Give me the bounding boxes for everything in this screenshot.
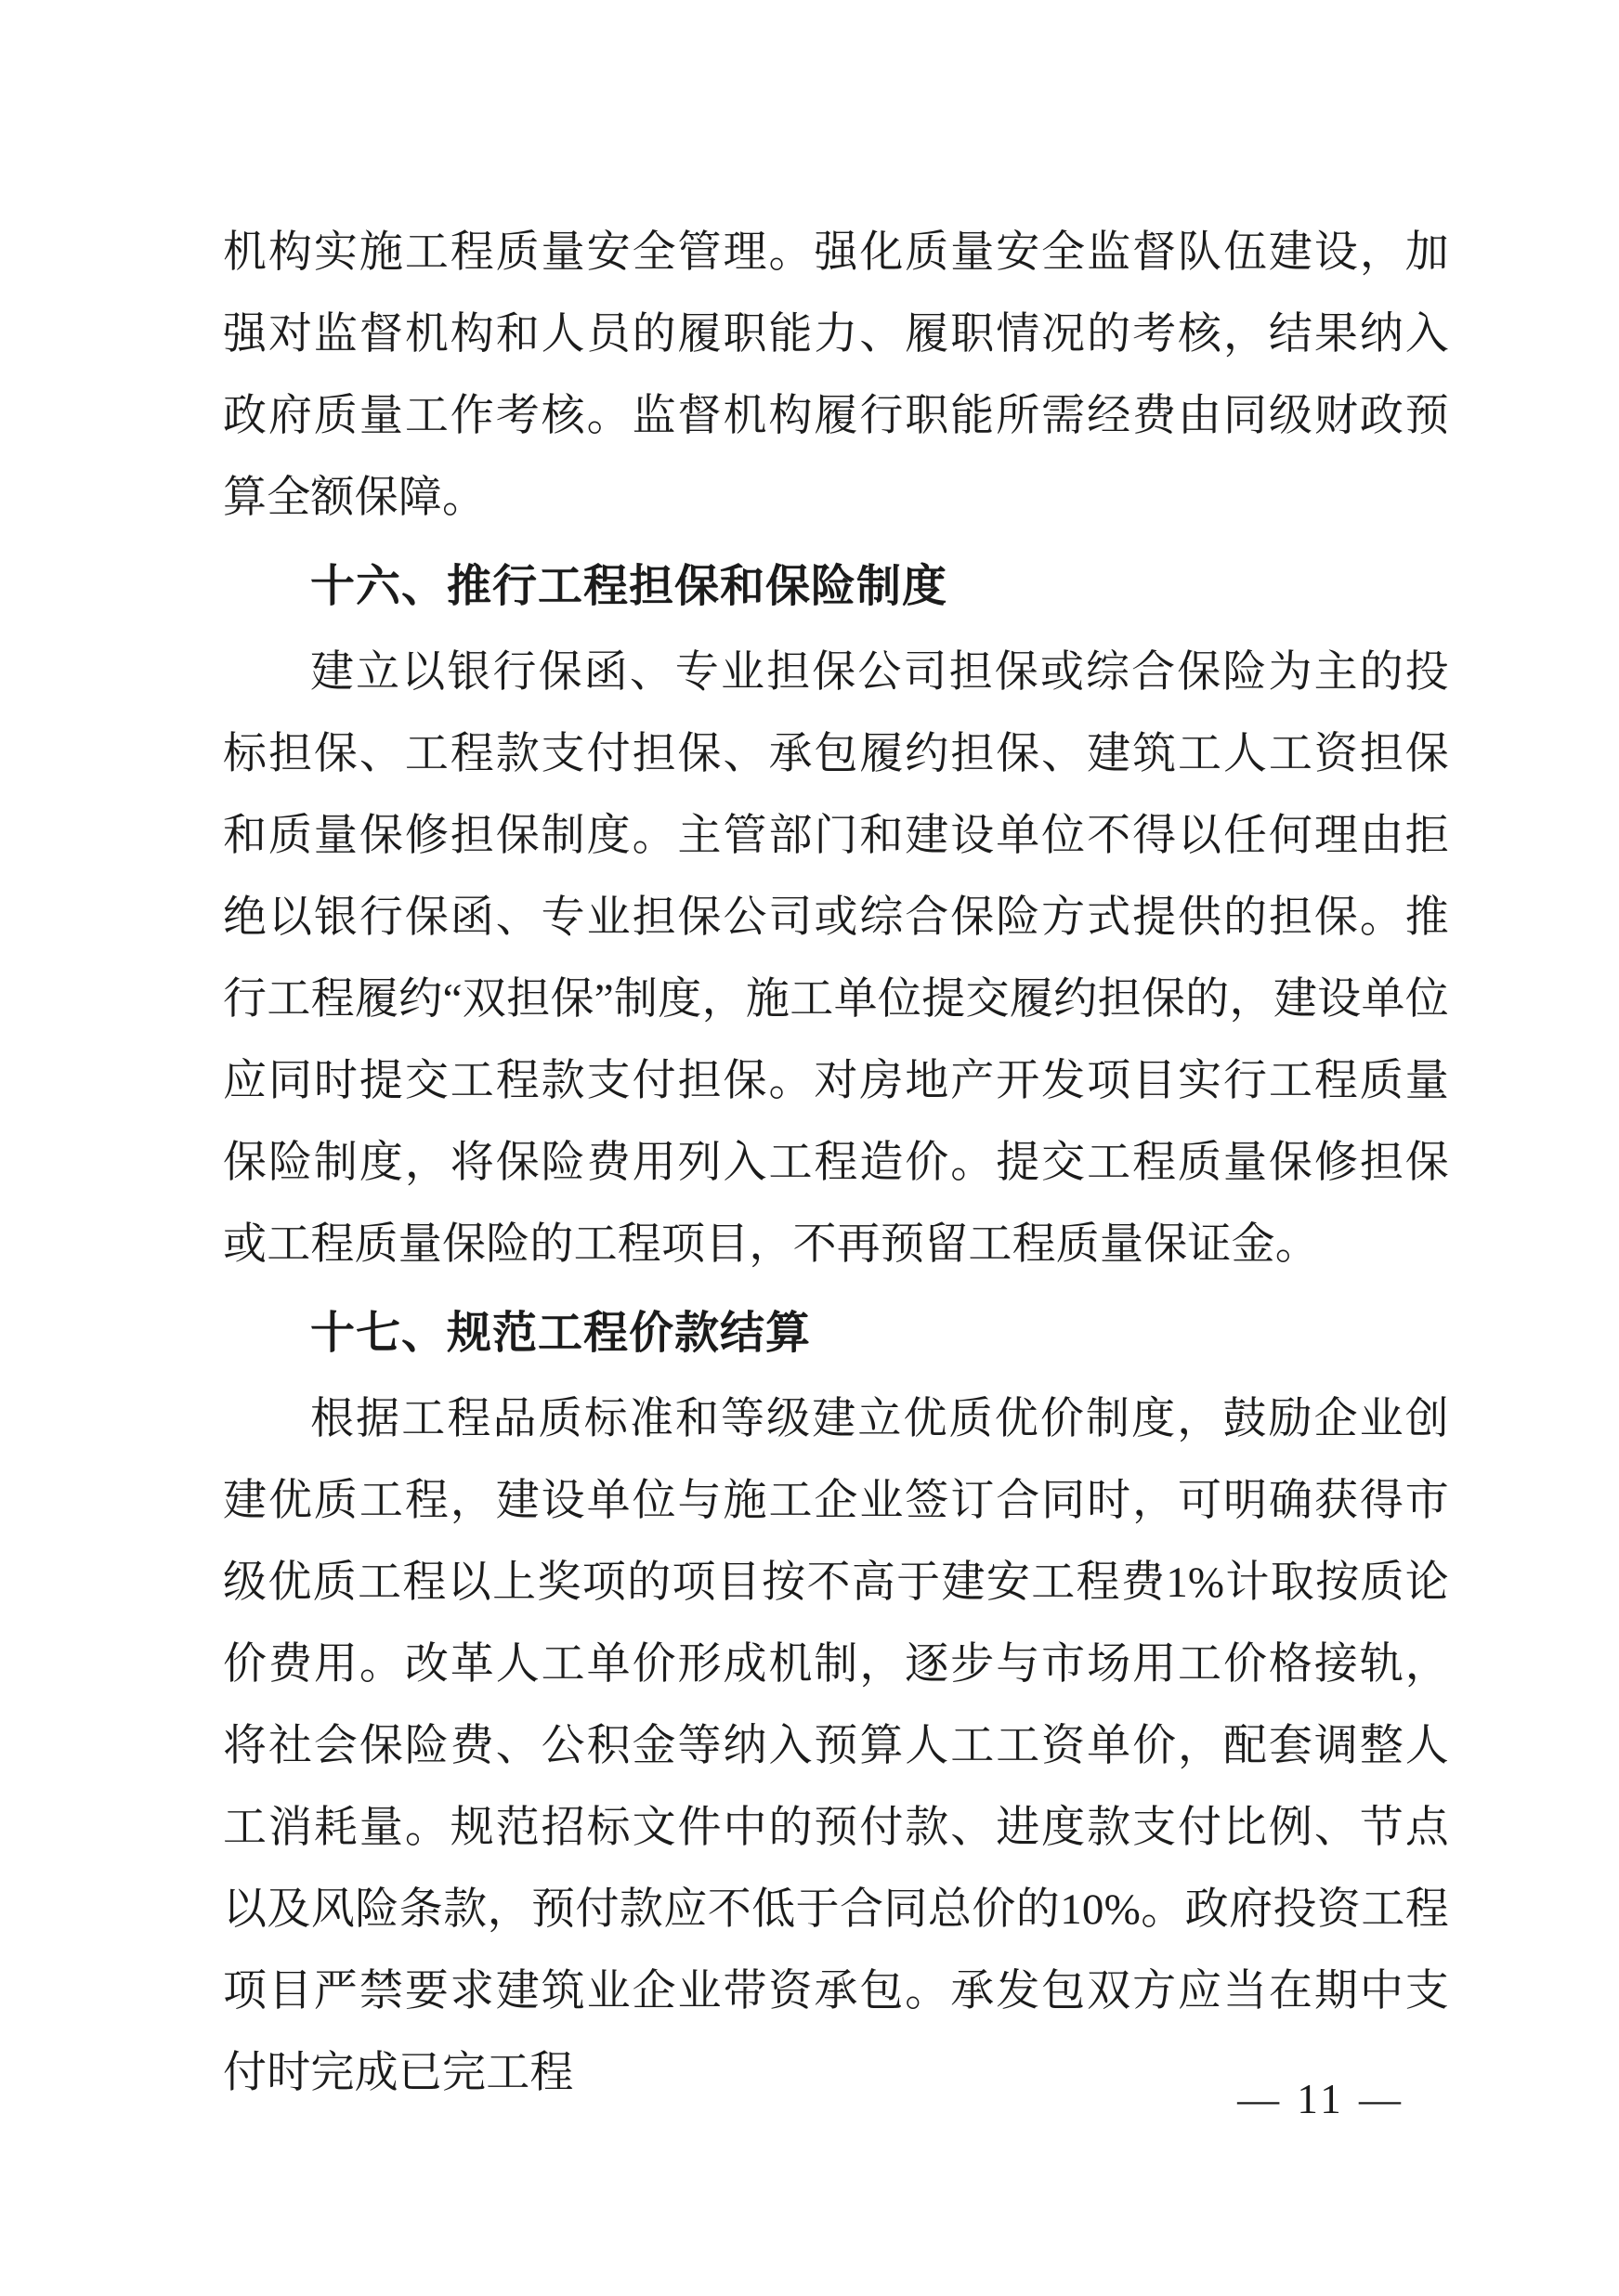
paragraph-guarantee-insurance: 建立以银行保函、专业担保公司担保或综合保险为主的投标担保、工程款支付担保、承包履约担保、建筑工人工资担保和质量保修担保制度。主管部门和建设单位不得以任何理由拒绝以银行保函、专业担保公司或综合保险方式提供的担保。推行工程履约“双担保”制度，施工单位提交履约担保的，建设单位应同时提交工程款支付担保。对房地产开发项目实行工程质量保险制度，将保险费用列入工程造价。提交工程质量保修担保或工程质量保险的工程项目，不再预留工程质量保证金。 bbox=[223, 648, 1449, 1269]
page-number: — 11 — bbox=[1237, 2076, 1404, 2122]
document-body bbox=[223, 212, 1449, 2114]
section-heading-17: 十七、规范工程价款结算 bbox=[310, 1309, 812, 1358]
paragraph-payment-settlement: 根据工程品质标准和等级建立优质优价制度，鼓励企业创建优质工程，建设单位与施工企业签订合同时，可明确获得市级优质工程以上奖项的项目按不高于建安工程费1%计取按质论价费用。改革人工单价形成机制，逐步与市场用工价格接轨，将社会保险费、公积金等纳入预算人工工资单价，配套调整人工消耗量。规范招标文件中的预付款、进度款支付比例、节点以及风险条款，预付款应不低于合同总价的10%。政府投资工程项目严禁要求建筑业企业带资承包。承发包双方应当在期中支付时完成已完工程 bbox=[223, 1395, 1449, 2097]
section-heading-16: 十六、推行工程担保和保险制度 bbox=[310, 562, 948, 611]
paragraph-quality-supervision: 机构实施工程质量安全管理。强化质量安全监督队伍建设，加强对监督机构和人员的履职能力、履职情况的考核，结果纳入政府质量工作考核。监督机构履行职能所需经费由同级财政预算全额保障。 bbox=[223, 228, 1449, 522]
